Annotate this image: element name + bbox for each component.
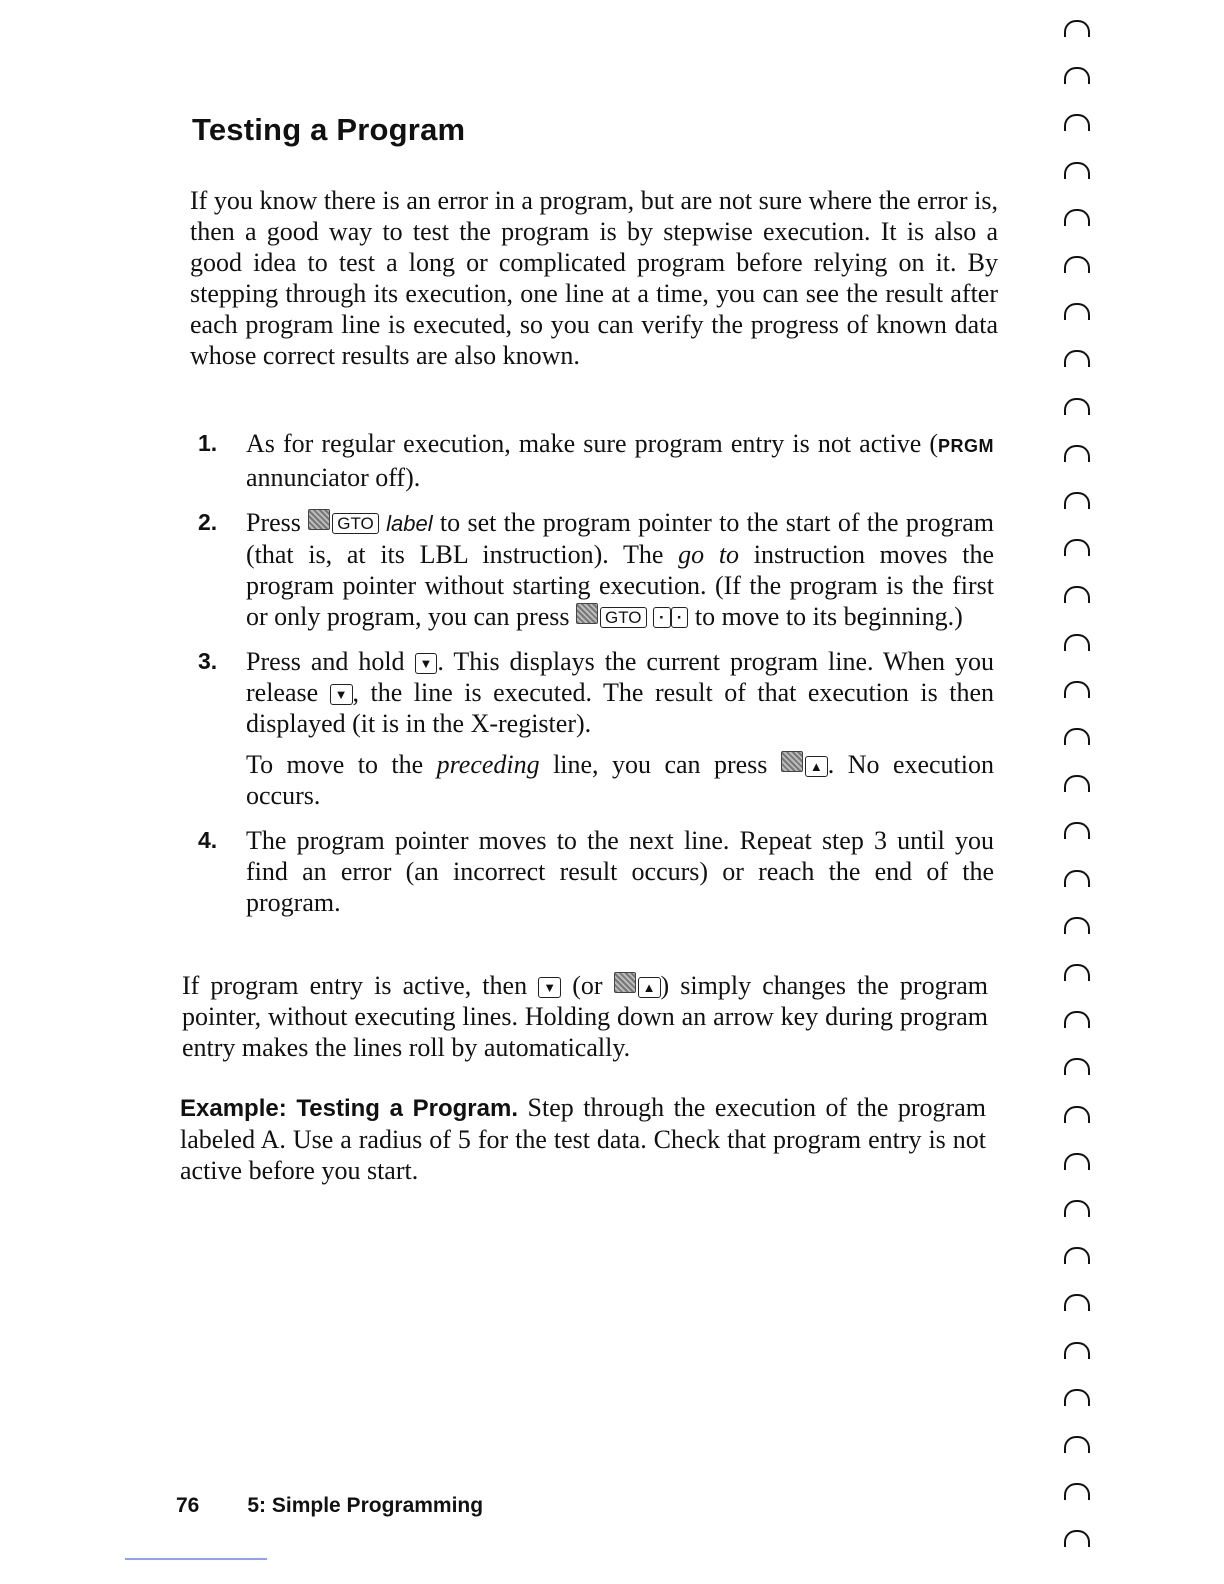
up-arrow-key-icon: ▲ bbox=[805, 756, 828, 777]
paragraph-text: If program entry is active, then bbox=[182, 971, 528, 1000]
dot-key: · bbox=[671, 607, 689, 628]
binding-ring-icon bbox=[1064, 1389, 1090, 1406]
binding-ring-icon bbox=[1064, 822, 1090, 839]
prgm-annunciator: PRGM bbox=[938, 436, 994, 456]
example-text: Step through the execution of the program labeled A. Use a radius of 5 for the test data. Check that program entry is not active before you start. bbox=[180, 1093, 986, 1185]
step-text: Press bbox=[246, 508, 301, 537]
binding-ring-icon bbox=[1064, 256, 1090, 273]
gto-key: GTO bbox=[332, 513, 379, 534]
section-heading: Testing a Program bbox=[192, 112, 466, 147]
example-paragraph bbox=[180, 1092, 986, 1186]
shift-key-icon bbox=[614, 972, 636, 993]
step-body bbox=[246, 825, 994, 918]
step-number: 3. bbox=[198, 648, 218, 674]
shift-key-icon bbox=[576, 603, 598, 624]
step-text: . This displays the current program line. When you release bbox=[246, 647, 994, 707]
example-lead: Example: Testing a Program. bbox=[180, 1095, 518, 1122]
footer-rule bbox=[125, 1558, 267, 1560]
binding-ring-icon bbox=[1064, 1342, 1090, 1359]
binding-ring-icon bbox=[1064, 114, 1090, 131]
step-number: 4. bbox=[198, 827, 218, 853]
binding-ring-icon bbox=[1064, 350, 1090, 367]
down-arrow-key-icon: ▼ bbox=[330, 684, 353, 705]
preceding-term: preceding bbox=[436, 750, 540, 779]
step-body bbox=[246, 646, 994, 811]
step-text: Press and hold bbox=[246, 647, 405, 676]
step-2 bbox=[198, 507, 998, 632]
page-footer bbox=[176, 1494, 483, 1518]
shift-key-icon bbox=[781, 751, 803, 772]
binding-ring-icon bbox=[1064, 1200, 1090, 1217]
step-body bbox=[246, 507, 994, 632]
binding-ring-icon bbox=[1064, 67, 1090, 84]
down-arrow-key-icon: ▼ bbox=[538, 977, 561, 998]
dot-key: · bbox=[653, 607, 671, 628]
binding-ring-icon bbox=[1064, 303, 1090, 320]
step-text: To move to the bbox=[246, 750, 437, 779]
paragraph-text: (or bbox=[561, 971, 603, 1000]
goto-term: go to bbox=[678, 540, 740, 569]
binding-ring-icon bbox=[1064, 1483, 1090, 1500]
binding-ring-icon bbox=[1064, 1011, 1090, 1028]
binding-ring-icon bbox=[1064, 1436, 1090, 1453]
step-number: 1. bbox=[198, 430, 218, 456]
binding-ring-icon bbox=[1064, 870, 1090, 887]
step-text: instruction moves the program pointer without starting execution. (If the program is the first or only program, you can press bbox=[246, 540, 994, 631]
program-entry-paragraph bbox=[182, 970, 988, 1063]
binding-rings bbox=[1064, 0, 1114, 1584]
step-text: . No execution occurs. bbox=[246, 750, 995, 810]
binding-ring-icon bbox=[1064, 1294, 1090, 1311]
binding-ring-icon bbox=[1064, 20, 1090, 37]
binding-ring-icon bbox=[1064, 209, 1090, 226]
binding-ring-icon bbox=[1064, 775, 1090, 792]
binding-ring-icon bbox=[1064, 1106, 1090, 1123]
step-text: annunciator off). bbox=[246, 463, 421, 492]
step-text: The program pointer moves to the next line. Repeat step 3 until you find an error (an incorrect result occurs) or reach the end of the program. bbox=[246, 826, 994, 917]
step-text: , the line is executed. The result of that execution is then displayed (it is in the X-register). bbox=[246, 678, 995, 738]
step-body bbox=[246, 428, 994, 493]
step-4 bbox=[198, 825, 998, 918]
binding-ring-icon bbox=[1064, 634, 1090, 651]
binding-ring-icon bbox=[1064, 492, 1090, 509]
binding-ring-icon bbox=[1064, 162, 1090, 179]
binding-ring-icon bbox=[1064, 728, 1090, 745]
binding-ring-icon bbox=[1064, 1530, 1090, 1547]
down-arrow-key-icon: ▼ bbox=[415, 653, 438, 674]
label-placeholder: label bbox=[386, 511, 433, 536]
binding-ring-icon bbox=[1064, 445, 1090, 462]
step-text: to set the program pointer to the start of the program (that is, at its LBL instruction). The bbox=[246, 508, 994, 569]
step-text: to move to its beginning.) bbox=[688, 602, 963, 631]
chapter-title: 5: Simple Programming bbox=[247, 1494, 484, 1517]
binding-ring-icon bbox=[1064, 1153, 1090, 1170]
step-number: 2. bbox=[198, 509, 218, 535]
page-number: 76 bbox=[176, 1494, 200, 1517]
paragraph-text: ) simply changes the program pointer, without executing lines. Holding down an arrow key during program entry makes the lines roll by automatically. bbox=[182, 971, 989, 1062]
step-1 bbox=[198, 428, 998, 493]
step-3 bbox=[198, 646, 998, 811]
intro-paragraph: If you know there is an error in a program, but are not sure where the error is, then a good way to test the program is by stepwise execution. It is also a good idea to test a long or complicated program before relying on it. By stepping through its execution, one line at a time, you can see the result after each program line is executed, so you can verify the progress of known data whose correct results are also known. bbox=[190, 186, 998, 370]
up-arrow-key-icon: ▲ bbox=[638, 977, 661, 998]
binding-ring-icon bbox=[1064, 1058, 1090, 1075]
binding-ring-icon bbox=[1064, 964, 1090, 981]
binding-ring-icon bbox=[1064, 586, 1090, 603]
gto-key: GTO bbox=[600, 607, 647, 628]
binding-ring-icon bbox=[1064, 1247, 1090, 1264]
shift-key-icon bbox=[308, 509, 330, 530]
step-text: line, you can press bbox=[539, 750, 768, 779]
binding-ring-icon bbox=[1064, 539, 1090, 556]
binding-ring-icon bbox=[1064, 681, 1090, 698]
binding-ring-icon bbox=[1064, 917, 1090, 934]
steps-list bbox=[198, 428, 998, 932]
binding-ring-icon bbox=[1064, 398, 1090, 415]
step-text: As for regular execution, make sure program entry is not active ( bbox=[246, 429, 938, 458]
